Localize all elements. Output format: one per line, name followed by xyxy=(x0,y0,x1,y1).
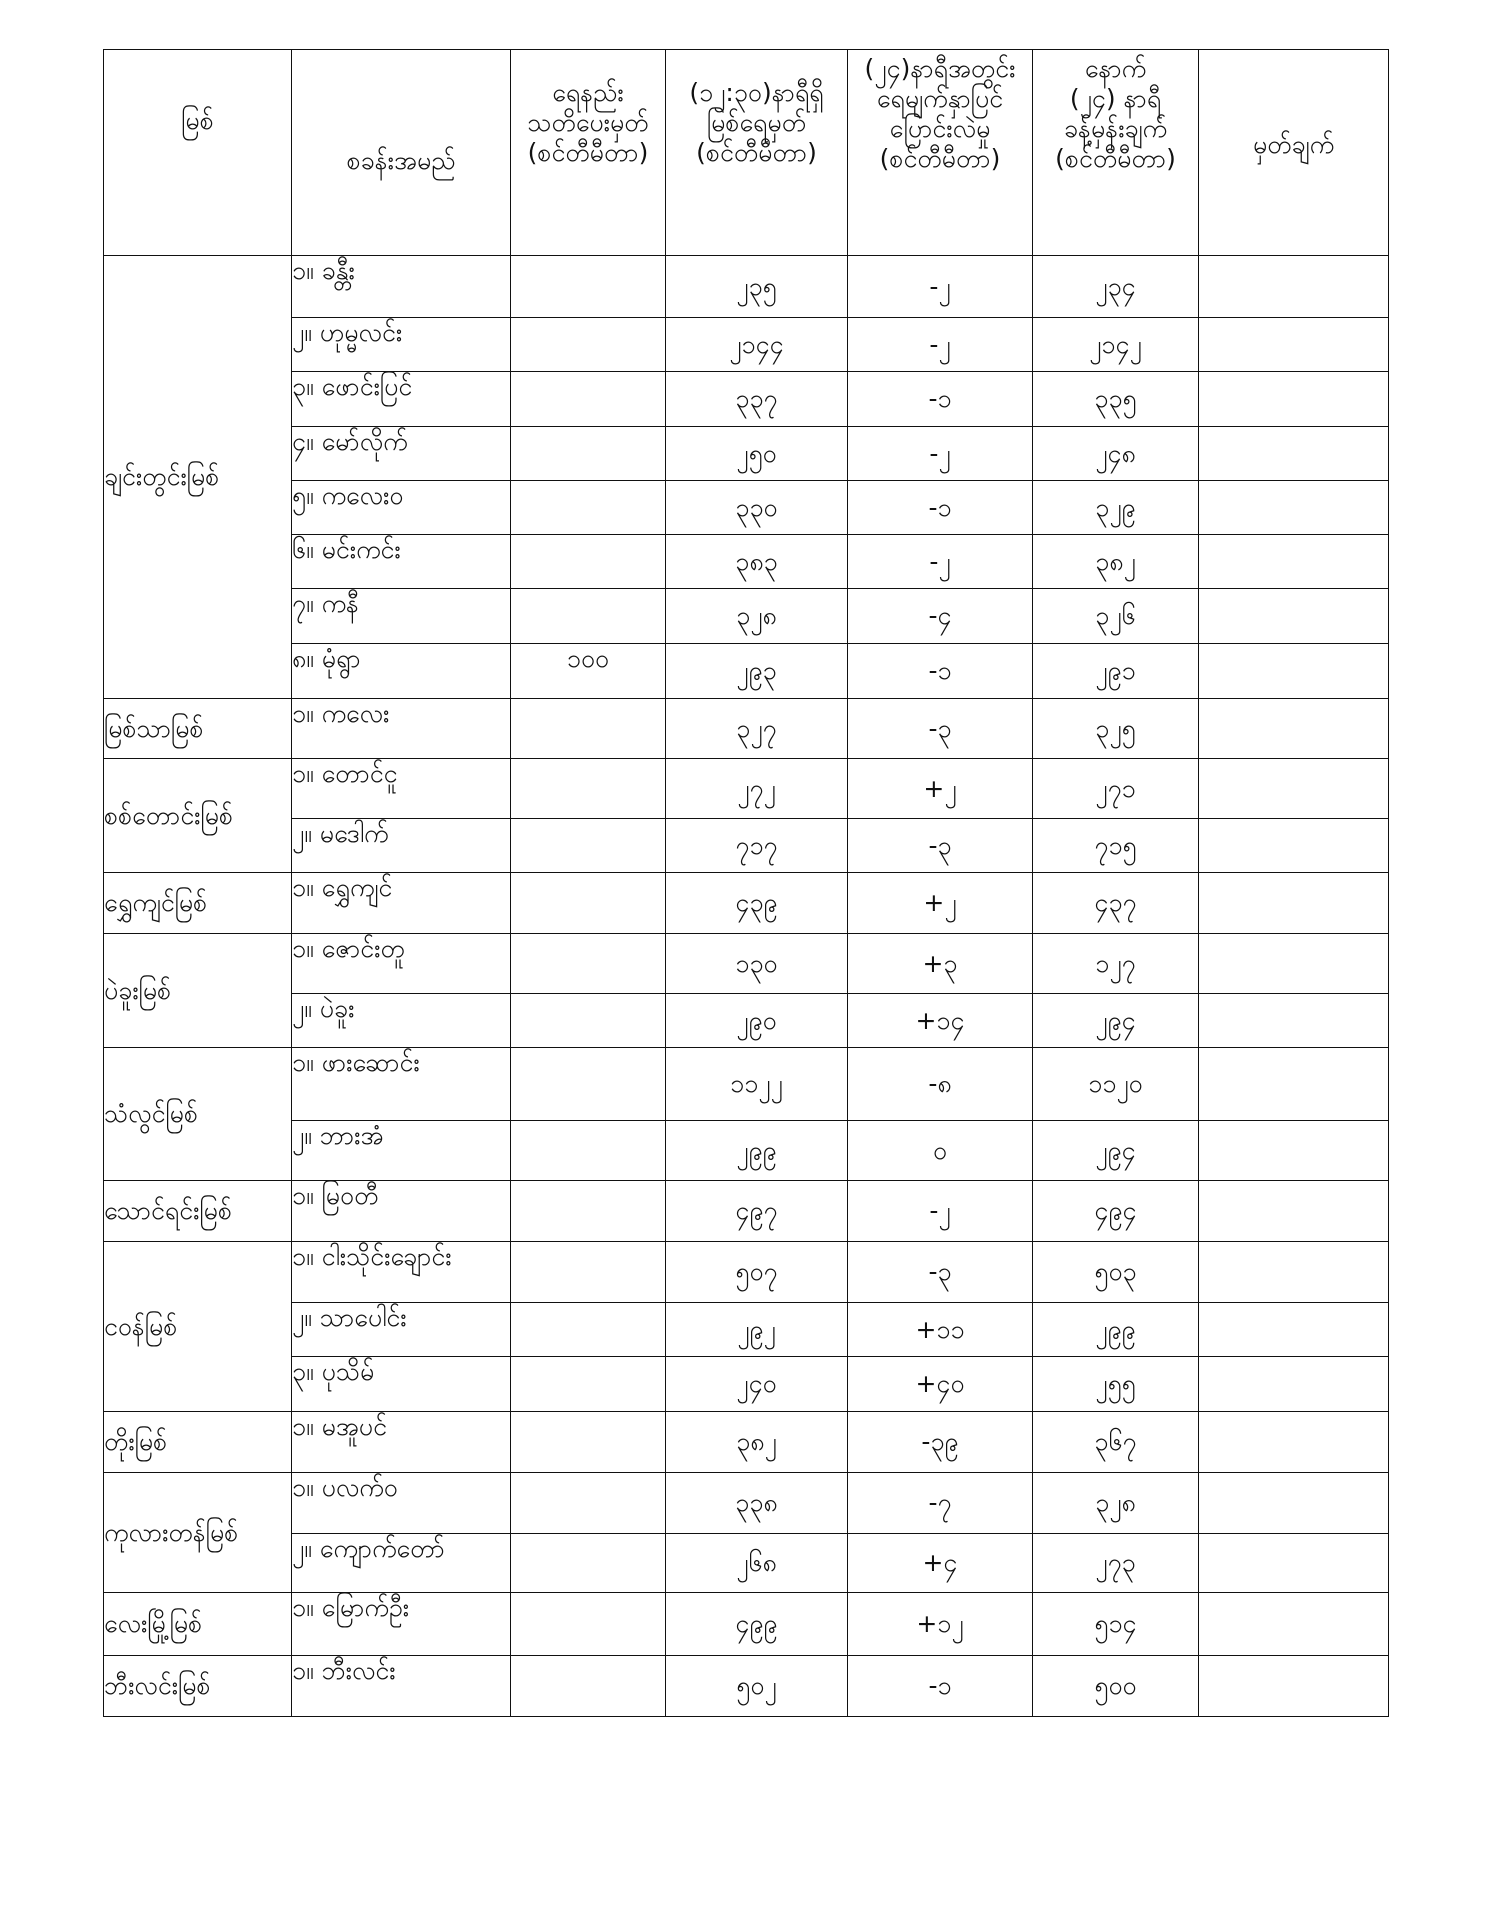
warning-level xyxy=(511,1593,666,1656)
level-change: -၂ xyxy=(848,1181,1033,1242)
water-level: ၃၃၇ xyxy=(666,372,848,427)
table-row xyxy=(104,1534,1389,1593)
warning-level xyxy=(511,873,666,934)
warning-level xyxy=(511,994,666,1048)
water-level: ၄၉၉ xyxy=(666,1593,848,1656)
remark-cell xyxy=(1199,1048,1389,1121)
warning-level xyxy=(511,1121,666,1181)
level-change: -၂ xyxy=(848,256,1033,318)
water-level: ၂၁၄၄ xyxy=(666,318,848,372)
water-level: ၃၈၃ xyxy=(666,535,848,589)
level-change: +၄၀ xyxy=(848,1357,1033,1412)
header-row xyxy=(104,50,1389,256)
station-name: ၂။ မဒေါက် xyxy=(292,819,511,873)
station-name: ၁။ ပလက်ဝ xyxy=(292,1473,511,1534)
station-name: ၁။ ကလေး xyxy=(292,699,511,759)
warning-level: ၁၀၀ xyxy=(511,644,666,699)
table-row xyxy=(104,1121,1389,1181)
water-level: ၅၀၂ xyxy=(666,1656,848,1717)
river-name: မြစ်သာမြစ် xyxy=(104,699,292,759)
warning-level xyxy=(511,759,666,819)
table-body xyxy=(104,256,1389,1717)
water-level: ၂၄၀ xyxy=(666,1357,848,1412)
table-row xyxy=(104,873,1389,934)
water-level: ၄၃၉ xyxy=(666,873,848,934)
table-row xyxy=(104,994,1389,1048)
forecast-level: ၅၀၀ xyxy=(1033,1656,1199,1717)
remark-cell xyxy=(1199,994,1389,1048)
forecast-level: ၂၇၃ xyxy=(1033,1534,1199,1593)
station-name: ၇။ ကနီ xyxy=(292,589,511,644)
table-row xyxy=(104,1656,1389,1717)
river-name: ချင်းတွင်းမြစ် xyxy=(104,256,292,699)
remark-cell xyxy=(1199,1593,1389,1656)
remark-cell xyxy=(1199,318,1389,372)
water-level: ၃၃၈ xyxy=(666,1473,848,1534)
table-row xyxy=(104,256,1389,318)
level-change: +၃ xyxy=(848,934,1033,994)
table-row xyxy=(104,1412,1389,1473)
river-name: သံလွင်မြစ် xyxy=(104,1048,292,1181)
water-level: ၃၂၈ xyxy=(666,589,848,644)
river-name: ငဝန်မြစ် xyxy=(104,1242,292,1412)
station-name: ၁။ ဇောင်းတူ xyxy=(292,934,511,994)
remark-cell xyxy=(1199,481,1389,535)
warning-level xyxy=(511,819,666,873)
warning-level xyxy=(511,699,666,759)
station-name: ၁။ ဘီးလင်း xyxy=(292,1656,511,1717)
station-name: ၅။ ကလေးဝ xyxy=(292,481,511,535)
warning-level xyxy=(511,1656,666,1717)
table-row xyxy=(104,589,1389,644)
forecast-level: ၃၂၉ xyxy=(1033,481,1199,535)
header-level: (၁၂:၃၀)နာရီရှိ မြစ်ရေမှတ် (စင်တီမီတာ) xyxy=(666,50,848,256)
forecast-level: ၂၄၈ xyxy=(1033,427,1199,481)
warning-level xyxy=(511,535,666,589)
remark-cell xyxy=(1199,535,1389,589)
station-name: ၈။ မုံရွာ xyxy=(292,644,511,699)
level-change: -၁ xyxy=(848,372,1033,427)
station-name: ၁။ မြဝတီ xyxy=(292,1181,511,1242)
river-name: ပဲခူးမြစ် xyxy=(104,934,292,1048)
forecast-level: ၃၆၇ xyxy=(1033,1412,1199,1473)
forecast-level: ၂၉၁ xyxy=(1033,644,1199,699)
water-level: ၄၉၇ xyxy=(666,1181,848,1242)
forecast-level: ၃၂၆ xyxy=(1033,589,1199,644)
level-change: +၁၄ xyxy=(848,994,1033,1048)
station-name: ၂။ ကျောက်တော် xyxy=(292,1534,511,1593)
warning-level xyxy=(511,1303,666,1357)
table-row xyxy=(104,318,1389,372)
table-row xyxy=(104,535,1389,589)
water-level: ၅၀၇ xyxy=(666,1242,848,1303)
header-station: စခန်းအမည် xyxy=(292,50,511,256)
remark-cell xyxy=(1199,256,1389,318)
remark-cell xyxy=(1199,1121,1389,1181)
forecast-level: ၂၉၉ xyxy=(1033,1303,1199,1357)
remark-cell xyxy=(1199,1473,1389,1534)
table-row xyxy=(104,1357,1389,1412)
warning-level xyxy=(511,1357,666,1412)
forecast-level: ၃၂၈ xyxy=(1033,1473,1199,1534)
table-row xyxy=(104,1473,1389,1534)
forecast-level: ၅၁၄ xyxy=(1033,1593,1199,1656)
warning-level xyxy=(511,372,666,427)
remark-cell xyxy=(1199,372,1389,427)
river-name: ကုလားတန်မြစ် xyxy=(104,1473,292,1593)
station-name: ၃။ ပုသိမ် xyxy=(292,1357,511,1412)
forecast-level: ၄၃၇ xyxy=(1033,873,1199,934)
remark-cell xyxy=(1199,1357,1389,1412)
forecast-level: ၂၁၄၂ xyxy=(1033,318,1199,372)
station-name: ၁။ ဖားဆောင်း xyxy=(292,1048,511,1121)
warning-level xyxy=(511,318,666,372)
forecast-level: ၂၇၁ xyxy=(1033,759,1199,819)
warning-level xyxy=(511,256,666,318)
header-remark: မှတ်ချက် xyxy=(1199,50,1389,256)
water-level: ၂၉၀ xyxy=(666,994,848,1048)
level-change: -၇ xyxy=(848,1473,1033,1534)
remark-cell xyxy=(1199,1242,1389,1303)
forecast-level: ၄၉၄ xyxy=(1033,1181,1199,1242)
table-row xyxy=(104,819,1389,873)
level-change: -၈ xyxy=(848,1048,1033,1121)
station-name: ၂။ ပဲခူး xyxy=(292,994,511,1048)
table-row xyxy=(104,1303,1389,1357)
station-name: ၁။ ရွှေကျင် xyxy=(292,873,511,934)
header-warning: ရေနည်း သတိပေးမှတ် (စင်တီမီတာ) xyxy=(511,50,666,256)
water-level: ၂၅၀ xyxy=(666,427,848,481)
water-level: ၃၂၇ xyxy=(666,699,848,759)
warning-level xyxy=(511,1473,666,1534)
table-row xyxy=(104,934,1389,994)
remark-cell xyxy=(1199,589,1389,644)
header-river: မြစ် xyxy=(104,50,292,256)
station-name: ၆။ မင်းကင်း xyxy=(292,535,511,589)
level-change: -၃၉ xyxy=(848,1412,1033,1473)
table-row xyxy=(104,1242,1389,1303)
level-change: +၁၁ xyxy=(848,1303,1033,1357)
table-row xyxy=(104,481,1389,535)
level-change: -၁ xyxy=(848,481,1033,535)
river-name: သောင်ရင်းမြစ် xyxy=(104,1181,292,1242)
station-name: ၃။ ဖောင်းပြင် xyxy=(292,372,511,427)
forecast-level: ၁၂၇ xyxy=(1033,934,1199,994)
table-row xyxy=(104,699,1389,759)
water-level: ၃၃၀ xyxy=(666,481,848,535)
level-change: -၃ xyxy=(848,1242,1033,1303)
forecast-level: ၇၁၅ xyxy=(1033,819,1199,873)
level-change: -၃ xyxy=(848,819,1033,873)
header-change: (၂၄)နာရီအတွင်း ရေမျက်နှာပြင် ပြောင်းလဲမှု (စင်တီမီတာ) xyxy=(848,50,1033,256)
water-level: ၂၉၃ xyxy=(666,644,848,699)
remark-cell xyxy=(1199,1181,1389,1242)
level-change: -၂ xyxy=(848,318,1033,372)
station-name: ၂။ သာပေါင်း xyxy=(292,1303,511,1357)
remark-cell xyxy=(1199,699,1389,759)
forecast-level: ၅၀၃ xyxy=(1033,1242,1199,1303)
level-change: +၂ xyxy=(848,759,1033,819)
water-level: ၁၃၀ xyxy=(666,934,848,994)
water-level: ၇၁၇ xyxy=(666,819,848,873)
river-name: တိုးမြစ် xyxy=(104,1412,292,1473)
forecast-level: ၂၅၅ xyxy=(1033,1357,1199,1412)
warning-level xyxy=(511,427,666,481)
river-name: ဘီးလင်းမြစ် xyxy=(104,1656,292,1717)
table-row xyxy=(104,644,1389,699)
remark-cell xyxy=(1199,1656,1389,1717)
water-level: ၂၉၂ xyxy=(666,1303,848,1357)
forecast-level: ၁၁၂၀ xyxy=(1033,1048,1199,1121)
level-change: ၀ xyxy=(848,1121,1033,1181)
river-level-table xyxy=(103,49,1389,1717)
forecast-level: ၂၉၄ xyxy=(1033,994,1199,1048)
station-name: ၁။ မအူပင် xyxy=(292,1412,511,1473)
level-change: -၁ xyxy=(848,1656,1033,1717)
header-forecast: နောက် (၂၄) နာရီ ခန့်မှန်းချက် (စင်တီမီတာ) xyxy=(1033,50,1199,256)
remark-cell xyxy=(1199,644,1389,699)
forecast-level: ၂၉၄ xyxy=(1033,1121,1199,1181)
station-name: ၁။ မြောက်ဦး xyxy=(292,1593,511,1656)
river-name: လေးမြို့မြစ် xyxy=(104,1593,292,1656)
forecast-level: ၃၂၅ xyxy=(1033,699,1199,759)
remark-cell xyxy=(1199,427,1389,481)
forecast-level: ၃၈၂ xyxy=(1033,535,1199,589)
water-level: ၂၇၂ xyxy=(666,759,848,819)
river-name: ရွှေကျင်မြစ် xyxy=(104,873,292,934)
remark-cell xyxy=(1199,819,1389,873)
station-name: ၂။ ဟုမ္မလင်း xyxy=(292,318,511,372)
table-row xyxy=(104,1181,1389,1242)
remark-cell xyxy=(1199,934,1389,994)
level-change: -၃ xyxy=(848,699,1033,759)
remark-cell xyxy=(1199,759,1389,819)
station-name: ၂။ ဘားအံ xyxy=(292,1121,511,1181)
table-row xyxy=(104,1593,1389,1656)
forecast-level: ၂၃၄ xyxy=(1033,256,1199,318)
level-change: -၂ xyxy=(848,427,1033,481)
warning-level xyxy=(511,589,666,644)
level-change: -၂ xyxy=(848,535,1033,589)
level-change: +၄ xyxy=(848,1534,1033,1593)
table-row xyxy=(104,759,1389,819)
water-level: ၂၆၈ xyxy=(666,1534,848,1593)
remark-cell xyxy=(1199,1534,1389,1593)
water-level: ၃၈၂ xyxy=(666,1412,848,1473)
level-change: +၁၂ xyxy=(848,1593,1033,1656)
remark-cell xyxy=(1199,873,1389,934)
remark-cell xyxy=(1199,1412,1389,1473)
warning-level xyxy=(511,481,666,535)
warning-level xyxy=(511,1242,666,1303)
level-change: -၄ xyxy=(848,589,1033,644)
table-row xyxy=(104,1048,1389,1121)
water-level: ၂၉၉ xyxy=(666,1121,848,1181)
station-name: ၁။ ငါးသိုင်းချောင်း xyxy=(292,1242,511,1303)
table-row xyxy=(104,372,1389,427)
warning-level xyxy=(511,1412,666,1473)
warning-level xyxy=(511,1181,666,1242)
water-level: ၁၁၂၂ xyxy=(666,1048,848,1121)
level-change: -၁ xyxy=(848,644,1033,699)
remark-cell xyxy=(1199,1303,1389,1357)
river-name: စစ်တောင်းမြစ် xyxy=(104,759,292,873)
level-change: +၂ xyxy=(848,873,1033,934)
station-name: ၁။ တောင်ငူ xyxy=(292,759,511,819)
forecast-level: ၃၃၅ xyxy=(1033,372,1199,427)
warning-level xyxy=(511,1534,666,1593)
station-name: ၄။ မော်လိုက် xyxy=(292,427,511,481)
station-name: ၁။ ခန္တီး xyxy=(292,256,511,318)
water-level: ၂၃၅ xyxy=(666,256,848,318)
warning-level xyxy=(511,1048,666,1121)
table-row xyxy=(104,427,1389,481)
warning-level xyxy=(511,934,666,994)
